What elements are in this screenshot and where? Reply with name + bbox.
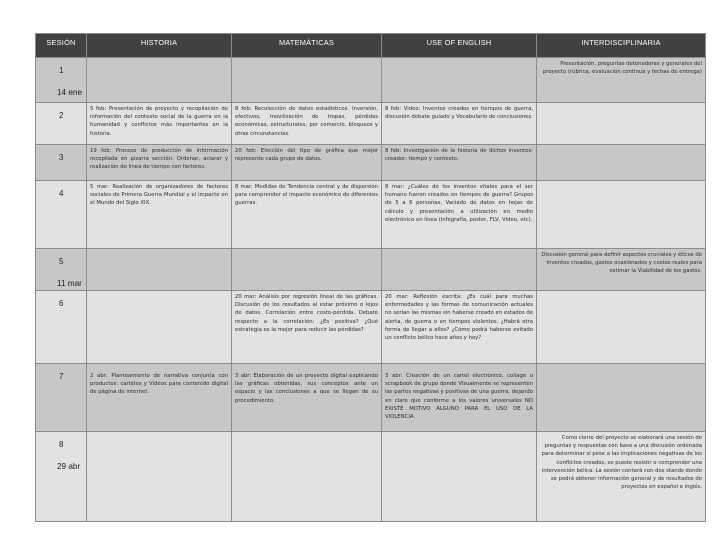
historia-cell: 5 mar: Realización de organizadores de factores sociales de Primera Guerra Mundial y el impacto en el Mundo del Siglo XIX. xyxy=(87,181,232,249)
matematicas-cell: 20 mar: Análisis por regresión lineal de las gráficas. Discusión de los resultados al estar próximo o lejos de datos. Correlación entre costo-pérdida. Debate respecto a la correlación: ¿Es positiva? ¿Qué estrategia es la mejor para reducir las pérdidas? xyxy=(232,291,382,364)
interdisciplinaria-cell: Presentación, preguntas detonadoras y generales del proyecto (rúbrica, evaluación continua y fechas de entrega) xyxy=(537,58,706,103)
table-row xyxy=(36,364,706,432)
session-cell xyxy=(36,364,87,432)
session-number: 6 xyxy=(59,299,64,308)
project-schedule-table xyxy=(35,33,706,522)
interdisciplinaria-cell xyxy=(537,291,706,364)
header-sesion: SESIÓN xyxy=(36,34,87,58)
english-cell xyxy=(382,432,537,522)
table-row xyxy=(36,249,706,291)
session-date: 11 mar xyxy=(57,278,82,288)
matematicas-cell: 3 abr: Elaboración de un proyecto digital explicando las gráficas obtenidas, sus conceptos ante un espacio y las conclusiones a que se llegan de su procedimiento. xyxy=(232,364,382,432)
matematicas-cell xyxy=(232,249,382,291)
header-use-of-english: USE OF ENGLISH xyxy=(382,34,537,58)
session-number: 4 xyxy=(59,189,64,198)
session-number: 1 xyxy=(59,66,64,75)
matematicas-cell xyxy=(232,58,382,103)
historia-cell: 5 feb: Presentación de proyecto y recopilación de información del contexto social de la guerra en la humanidad y conflictos más importantes en la historia. xyxy=(87,103,232,145)
table-row xyxy=(36,432,706,522)
session-number: 5 xyxy=(59,257,64,266)
english-cell: 3 abr: Creación de un cartel electrónico, collage o scrapbook de grupo donde Visualmente se representen las partes negativas y positivas de una guerra, dejando en claro que conforme a los valores universales NO EXISTE MOTIVO ALGUNO PARA EL USO DE LA VIOLENCIA. xyxy=(382,364,537,432)
session-cell xyxy=(36,432,87,522)
matematicas-cell xyxy=(232,432,382,522)
session-date: 14 ene xyxy=(57,87,83,97)
table-row xyxy=(36,291,706,364)
matematicas-cell: 8 mar: Medidas de Tendencia central y de dispersión para comprender el impacto económico de diferentes guerras. xyxy=(232,181,382,249)
english-cell: 8 feb: Investigación de la historia de dichos inventos: creador, tiempo y contexto. xyxy=(382,145,537,181)
historia-cell xyxy=(87,291,232,364)
historia-cell: 2 abr: Planteamiento de narrativa conjunta con productos: carteles y Videos para contenido digital de página de internet. xyxy=(87,364,232,432)
interdisciplinaria-cell xyxy=(537,103,706,145)
historia-cell xyxy=(87,58,232,103)
session-cell xyxy=(36,181,87,249)
session-number: 2 xyxy=(59,111,64,120)
session-number: 3 xyxy=(59,153,64,162)
table-row xyxy=(36,145,706,181)
matematicas-cell: 20 feb: Elección del tipo de gráfica que mejor represente cada grupo de datos. xyxy=(232,145,382,181)
english-cell: 8 feb: Video: Inventos creados en tiempos de guerra, discusión debate guiado y Vocabulario de conclusiones. xyxy=(382,103,537,145)
interdisciplinaria-cell xyxy=(537,181,706,249)
historia-cell xyxy=(87,432,232,522)
session-date: 29 abr xyxy=(57,461,81,471)
session-cell xyxy=(36,58,87,103)
session-number: 7 xyxy=(59,372,64,381)
matematicas-cell: 8 feb: Recolección de datos estadísticos. Inversión, efectivos, movilización de tropas, pérdidas económicas, estructurales, por comercio, bloqueos y otras circunstancias. xyxy=(232,103,382,145)
table-row xyxy=(36,181,706,249)
historia-cell xyxy=(87,249,232,291)
table-row xyxy=(36,103,706,145)
header-matematicas: MATEMÁTICAS xyxy=(232,34,382,58)
english-cell: 8 mar: ¿Cuáles de los inventos vitales para el ser humano fueron creados en tiempos de guerra? Grupos de 5 a 6 personas. Vaciado de datos en hojas de cálculo y presentación a utilización en medio electrónico en línea (infografía, poster, FLV, Video, etc). xyxy=(382,181,537,249)
header-interdisciplinaria: INTERDISCIPLINARIA xyxy=(537,34,706,58)
interdisciplinaria-cell: Como cierre del proyecto se elaborará una sesión de preguntas y respuestas con base a una discusión ordenada para determinar si pese a las implicaciones negativas de los conflictos creados, se puede resistir o comprender una intervención bélica. La sesión contará con dos stands donde se podrá obtener información general y de resultados de proyectos en español e inglés. xyxy=(537,432,706,522)
session-cell xyxy=(36,291,87,364)
session-number: 8 xyxy=(59,440,64,449)
table-row xyxy=(36,58,706,103)
english-cell: 20 mar: Reflexión escrita: ¿Es cuál para muchas enfermedades y las formas de comunicación actuales no serían las mismas sin haberse creado en estados de alerta, de guerra o en tiempos violentos. ¿Habrá otra forma de llegar a ellos? ¿Cómo podrá haberse evitado un conflicto bélico hace años y hoy? xyxy=(382,291,537,364)
interdisciplinaria-cell xyxy=(537,145,706,181)
header-historia: HISTORIA xyxy=(87,34,232,58)
table-header-row xyxy=(36,34,706,58)
session-cell xyxy=(36,103,87,145)
english-cell xyxy=(382,58,537,103)
interdisciplinaria-cell xyxy=(537,364,706,432)
english-cell xyxy=(382,249,537,291)
session-cell xyxy=(36,249,87,291)
historia-cell: 19 feb: Proceso de producción de información recopilada en pizarra sección. Ordenar, aclarar y realización de línea de tiempo con factores. xyxy=(87,145,232,181)
session-cell xyxy=(36,145,87,181)
interdisciplinaria-cell: Discusión general para definir aspectos cruciales y éticos de inventos creados, gastos ocasionados y costos reales para estimar la Viabilidad de los gastos. xyxy=(537,249,706,291)
